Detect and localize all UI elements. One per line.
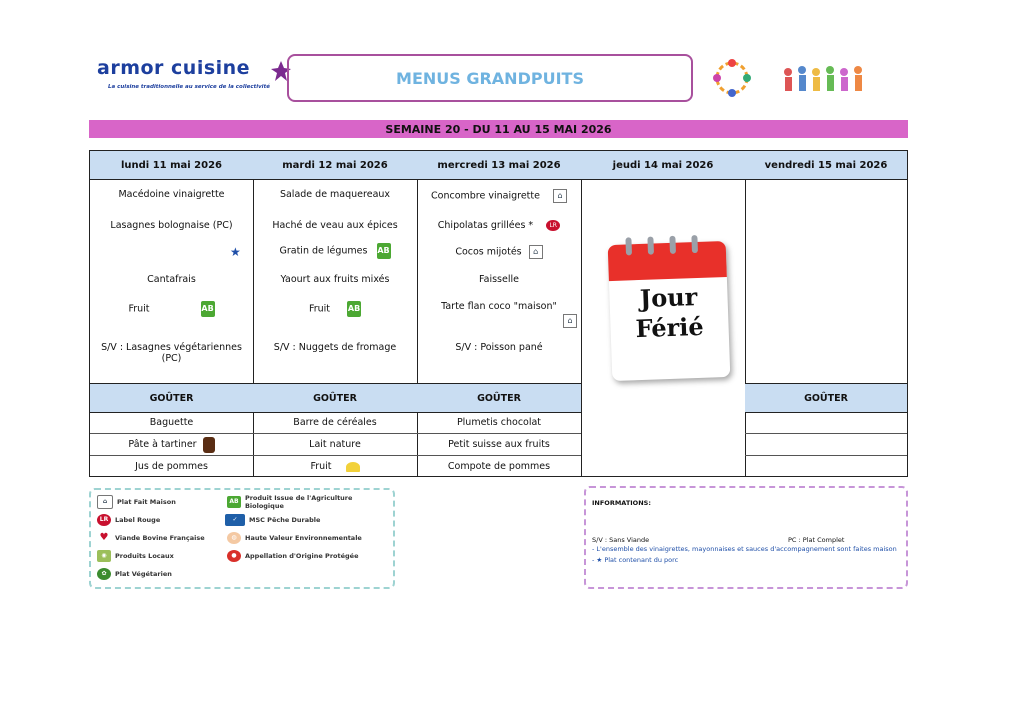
- menu-item-label: Gratin de légumes: [279, 245, 368, 257]
- fait-maison-icon: ⌂: [563, 314, 577, 328]
- legend-label: Produits Locaux: [115, 552, 174, 560]
- menu-table: [89, 150, 908, 477]
- legend-item: [227, 494, 393, 510]
- gouter-item: Lait nature: [253, 434, 417, 456]
- legend-label: Viande Bovine Française: [115, 534, 205, 542]
- nutella-jar-icon: [203, 437, 215, 453]
- gouter-item: [745, 412, 907, 434]
- label-rouge-icon: LR: [97, 514, 111, 526]
- day-header: mercredi 13 mai 2026: [417, 151, 581, 180]
- page-title: MENUS GRANDPUITS: [287, 54, 693, 102]
- legend-item: [225, 514, 320, 526]
- menu-item: Lasagnes bolognaise (PC): [110, 220, 233, 231]
- day-column-monday: [90, 151, 254, 476]
- menu-item: S/V : Lasagnes végétariennes (PC): [101, 342, 242, 364]
- legend-label: Plat Fait Maison: [117, 498, 176, 506]
- holiday-label: [613, 281, 725, 345]
- info-title: INFORMATIONS:: [592, 499, 651, 507]
- fait-maison-icon: ⌂: [529, 245, 543, 259]
- menu-item-label: Chipolatas grillées *: [437, 220, 534, 231]
- info-porc-label: Plat contenant du porc: [604, 556, 679, 564]
- holiday-word-2: Férié: [635, 311, 705, 344]
- viande-francaise-icon: ★: [230, 245, 241, 259]
- legend-label: MSC Pêche Durable: [249, 516, 321, 524]
- children-group-icon: [780, 58, 870, 96]
- brand-tagline: La cuisine traditionnelle au service de la collectivité: [108, 84, 270, 90]
- day-header: vendredi 15 mai 2026: [745, 151, 907, 180]
- label-rouge-icon: LR: [546, 220, 560, 231]
- menu-item-label: Cocos mijotés: [455, 246, 522, 258]
- holiday-word-1: Jour: [639, 282, 698, 314]
- jour-ferie-calendar-icon: [608, 241, 731, 381]
- day-header: lundi 11 mai 2026: [90, 151, 253, 180]
- gouter-header: GOÛTER: [745, 383, 907, 413]
- gouter-item: [745, 434, 907, 456]
- day-column-tuesday: [253, 151, 418, 476]
- gouter-item: Baguette: [90, 412, 253, 434]
- menu-item: [253, 301, 417, 317]
- menu-item: [417, 245, 581, 259]
- bio-icon: AB: [227, 496, 241, 508]
- legend-item: [97, 514, 160, 526]
- msc-icon: ✓: [225, 514, 245, 526]
- day-column-wednesday: [417, 151, 582, 476]
- menu-item: S/V : Poisson pané: [455, 342, 543, 353]
- legend-label: Label Rouge: [115, 516, 161, 524]
- informations-box: [584, 486, 908, 589]
- day-header: mardi 12 mai 2026: [253, 151, 417, 180]
- legend-item: [227, 550, 358, 562]
- info-porc: [592, 556, 678, 564]
- children-circle-icon: [710, 56, 754, 100]
- legend-label: Produit Issue de l'Agriculture Biologique: [244, 494, 353, 510]
- menu-item: Yaourt aux fruits mixés: [280, 274, 390, 285]
- gouter-item-label: Fruit: [310, 461, 332, 472]
- fait-maison-icon: ⌂: [553, 189, 567, 203]
- aop-icon: ●: [227, 550, 241, 562]
- gouter-item: Compote de pommes: [447, 461, 551, 472]
- info-note: - L'ensemble des vinaigrettes, mayonnaises et sauces d'accompagnement sont faites maison: [592, 545, 897, 553]
- legend-item: [97, 568, 172, 580]
- legend-box: [89, 488, 395, 589]
- menu-item: [90, 301, 253, 317]
- gouter-item: [90, 434, 253, 456]
- menu-item-label: Fruit: [308, 303, 331, 315]
- gouter-item: [253, 456, 417, 477]
- produits-locaux-icon: ◉: [97, 550, 111, 562]
- menu-item: Haché de veau aux épices: [272, 220, 398, 231]
- menu-item-label: Fruit: [128, 303, 150, 315]
- vegetarien-icon: ✿: [97, 568, 111, 580]
- porc-icon: - ★: [592, 556, 605, 564]
- calendar-ring: [625, 237, 632, 255]
- menu-item: Macédoine vinaigrette: [118, 189, 225, 200]
- brand-logo: armor cuisine: [97, 57, 251, 79]
- hve-icon: ◍: [227, 532, 241, 544]
- week-banner: SEMAINE 20 - DU 11 AU 15 MAI 2026: [89, 120, 908, 138]
- menu-item: [253, 243, 417, 259]
- legend-label: Appellation d'Origine Protégée: [245, 552, 359, 560]
- menu-item: [417, 220, 581, 231]
- bio-icon: AB: [377, 243, 391, 259]
- legend-item: [97, 532, 205, 544]
- menu-item: S/V : Nuggets de fromage: [273, 342, 397, 353]
- day-column-friday: [745, 151, 907, 476]
- gouter-item: [745, 456, 907, 477]
- gouter-item-label: Pâte à tartiner: [128, 439, 197, 450]
- menu-item-label: Concombre vinaigrette: [431, 190, 540, 202]
- gouter-item: Plumetis chocolat: [417, 412, 581, 434]
- day-header: jeudi 14 mai 2026: [581, 151, 745, 180]
- legend-label: Haute Valeur Environnementale: [245, 534, 362, 542]
- bio-icon: AB: [347, 301, 361, 317]
- menu-item: Faisselle: [479, 274, 519, 285]
- menu-item: Tarte flan coco "maison": [441, 301, 557, 312]
- menu-item: [417, 189, 581, 203]
- calendar-ring: [669, 236, 676, 254]
- legend-label: Plat Végétarien: [115, 570, 172, 578]
- locaux-icon: [346, 462, 360, 472]
- legend-item: [227, 532, 362, 544]
- fait-maison-icon: ⌂: [97, 495, 113, 509]
- calendar-ring: [647, 236, 654, 254]
- info-pc: PC : Plat Complet: [788, 536, 845, 544]
- gouter-header: GOÛTER: [253, 383, 417, 413]
- menu-item: Cantafrais: [147, 274, 196, 285]
- gouter-item: Jus de pommes: [135, 461, 208, 472]
- viande-francaise-icon: ♥: [97, 532, 111, 544]
- info-sv: S/V : Sans Viande: [592, 536, 650, 544]
- legend-item: [97, 495, 176, 509]
- gouter-header: GOÛTER: [90, 383, 253, 413]
- gouter-item: Barre de céréales: [253, 412, 417, 434]
- legend-item: [97, 550, 174, 562]
- gouter-item: Petit suisse aux fruits: [417, 434, 581, 456]
- bio-icon: AB: [201, 301, 215, 317]
- gouter-header: GOÛTER: [417, 383, 581, 413]
- calendar-ring: [691, 235, 698, 253]
- menu-item: Salade de maquereaux: [279, 189, 391, 200]
